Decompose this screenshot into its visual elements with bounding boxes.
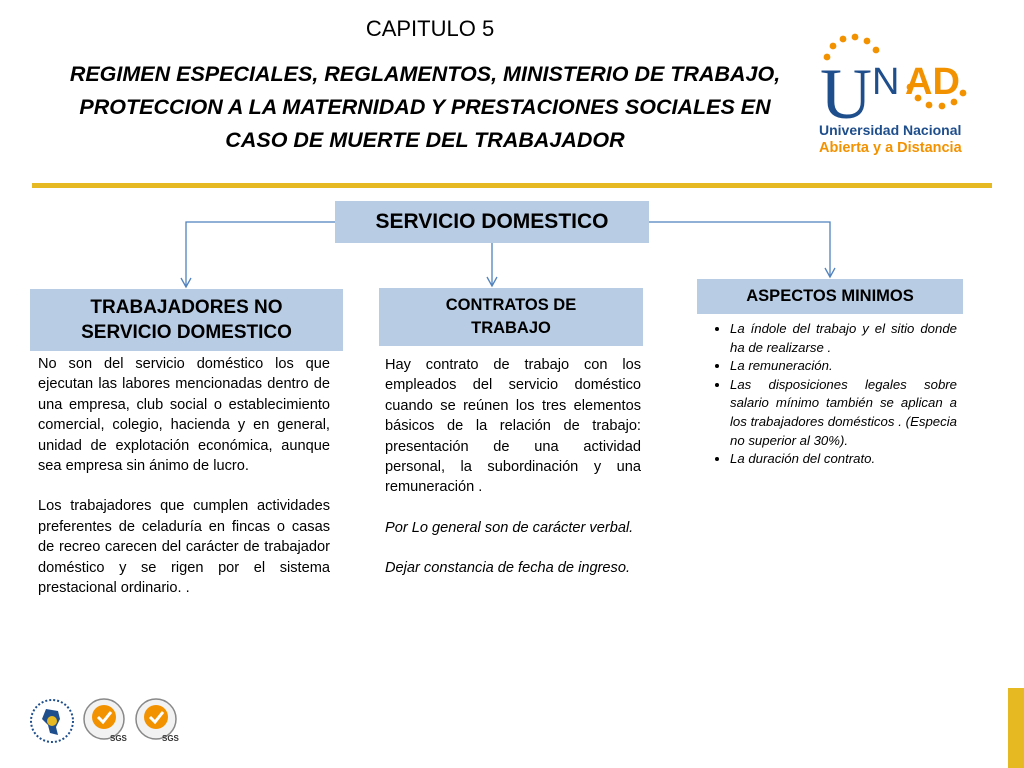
logo-line-1: Universidad Nacional [819, 122, 962, 138]
box-trabajadores-no-servicio [30, 289, 343, 351]
list-item: • La remuneración. [730, 357, 957, 376]
title-line: PROTECCION A LA MATERNIDAD Y PRESTACIONES SOCIALES EN [79, 95, 771, 119]
middle-column-text [385, 355, 641, 599]
page-title [30, 58, 820, 157]
left-column-text [38, 354, 330, 618]
title-line: REGIMEN ESPECIALES, REGLAMENTOS, MINISTERIO DE TRABAJO, [69, 62, 781, 86]
connector-left [186, 222, 335, 286]
svg-text:N: N [872, 61, 900, 103]
root-box-servicio-domestico: SERVICIO DOMESTICO [335, 201, 649, 243]
paragraph: Hay contrato de trabajo con los empleados del servicio doméstico cuando se reúnen los tres elementos básicos de la relación de trabajo: presentación de una actividad personal, la subordinación y una remuneración . [385, 357, 641, 496]
svg-text:U: U [820, 54, 872, 134]
box-aspectos-minimos: ASPECTOS MINIMOS [697, 279, 963, 314]
arrow-head-middle [487, 277, 497, 286]
paragraph: Los trabajadores que cumplen actividades preferentes de celaduría en fincas o casas de recreo carecen del carácter de trabajador doméstico y se rigen por el sistema prestacional ordinario. . [38, 498, 330, 597]
box-heading-line: CONTRATOS DE [445, 296, 577, 314]
arrow-head-right [825, 268, 835, 277]
sgs-label: SGS [162, 734, 179, 743]
paragraph: No son del servicio doméstico los que ejecutan las labores mencionadas dentro de una empresa, club social o establecimiento comercial, colegio, hacienda y en general, unidad de explotación económica, aunque sea empresa sin ánimo de lucro. [38, 356, 330, 475]
arrow-head-left [181, 278, 191, 287]
connector-right [649, 222, 830, 276]
colombia-seal-icon [28, 697, 76, 745]
list-item: • La duración del contrato. [730, 450, 957, 469]
box-contratos-de-trabajo [379, 288, 643, 346]
paragraph: Dejar constancia de fecha de ingreso. [385, 560, 631, 577]
paragraph: Por Lo general son de carácter verbal. [385, 519, 634, 536]
gold-divider [32, 183, 992, 188]
list-item: • Las disposiciones legales sobre salario mínimo también se aplican a los trabajadores domésticos . (Especia no superior al 30%). [730, 376, 957, 450]
box-heading-line: SERVICIO DOMESTICO [81, 322, 292, 343]
title-line: CASO DE MUERTE DEL TRABAJADOR [225, 128, 625, 152]
gold-side-bar [1008, 688, 1024, 768]
right-column-list [708, 320, 957, 469]
sgs-certification-icon [132, 697, 180, 745]
box-heading-line: TRABAJO [471, 319, 551, 337]
chapter-label: CAPITULO 5 [365, 16, 495, 41]
box-heading-line: TRABAJADORES NO [90, 297, 283, 318]
sgs-label: SGS [110, 734, 127, 743]
sgs-certification-icon [80, 697, 128, 745]
list-item: • La índole del trabajo y el sitio donde ha de realizarse . [730, 320, 957, 357]
svg-text:AD: AD [905, 61, 960, 103]
logo-line-2: Abierta y a Distancia [819, 140, 962, 156]
